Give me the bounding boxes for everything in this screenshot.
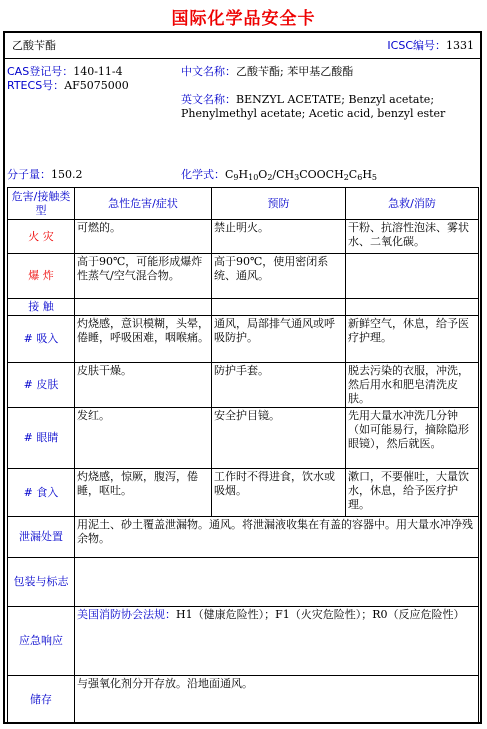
table-row <box>8 254 479 299</box>
nfpa-label: 美国消防协会法规： <box>77 608 176 621</box>
row-hazard: 可燃的。 <box>75 220 212 254</box>
storage-text: 与强氧化剂分开存放。沿地面通风。 <box>75 676 479 724</box>
cas-number <box>7 65 183 79</box>
row-category: # 吸入 <box>8 316 75 363</box>
emergency-category: 应急响应 <box>8 607 75 676</box>
row-prevention: 禁止明火。 <box>212 220 346 254</box>
molecular-weight <box>7 168 83 182</box>
row-prevention <box>212 299 346 316</box>
table-row <box>8 316 479 363</box>
formula-subscript: 2 <box>343 173 349 182</box>
icsc-number <box>387 39 474 53</box>
row-first-aid <box>346 254 479 299</box>
row-category: # 眼睛 <box>8 408 75 469</box>
formula-subscript: 2 <box>267 173 273 182</box>
formula-subscript: 5 <box>371 173 377 182</box>
formula-part: C <box>225 168 234 181</box>
table-header-row <box>8 188 479 220</box>
formula-subscript: 9 <box>233 173 239 182</box>
table-row <box>8 299 479 316</box>
formula-label: 化学式： <box>181 168 225 181</box>
icsc-label: ICSC编号： <box>387 39 446 52</box>
formula-subscript: 6 <box>357 173 363 182</box>
table-row <box>8 469 479 517</box>
row-hazard: 发红。 <box>75 408 212 469</box>
storage-category: 储存 <box>8 676 75 724</box>
table-row <box>8 363 479 408</box>
packaging-row <box>8 558 479 607</box>
row-prevention: 防护手套。 <box>212 363 346 408</box>
row-first-aid <box>346 299 479 316</box>
chemical-name-header: 乙酸苄酯 <box>12 39 56 52</box>
english-name-value: BENZYL ACETATE; Benzyl acetate; Phenylmethyl acetate; Acetic acid, benzyl ester <box>181 93 446 120</box>
english-name <box>181 93 479 121</box>
card-title: 国际化学品安全卡 <box>171 9 316 29</box>
emergency-text <box>75 607 479 676</box>
identifiers-block <box>7 65 183 93</box>
header-hazard-type: 危害/接触类型 <box>8 188 75 220</box>
header-first-aid: 急救/消防 <box>346 188 479 220</box>
chemical-formula <box>181 168 377 182</box>
row-first-aid: 新鲜空气，休息，给予医疗护理。 <box>346 316 479 363</box>
hazard-table <box>7 187 479 724</box>
cas-value: 140-11-4 <box>73 65 123 78</box>
chinese-name-label: 中文名称： <box>181 65 236 78</box>
storage-row <box>8 676 479 724</box>
row-first-aid: 干粉、抗溶性泡沫、雾状水、二氧化碳。 <box>346 220 479 254</box>
row-hazard: 灼烧感，意识模糊，头晕，倦睡，呼吸困难，咽喉痛。 <box>75 316 212 363</box>
table-row <box>8 408 479 469</box>
header-acute-hazard: 急性危害/症状 <box>75 188 212 220</box>
rtecs-value: AF5075000 <box>64 79 129 92</box>
icsc-value: 1331 <box>446 39 474 52</box>
names-block <box>181 65 479 121</box>
nfpa-value: H1（健康危险性）；F1（火灾危险性）；R0（反应危险性） <box>176 608 465 621</box>
rtecs-label: RTECS号： <box>7 79 65 92</box>
rtecs-number <box>7 79 183 93</box>
formula-subscript: 10 <box>248 173 259 182</box>
formula-part: C <box>348 168 358 181</box>
header-divider <box>5 58 480 59</box>
packaging-category: 包装与标志 <box>8 558 75 607</box>
formula-part: H <box>238 168 249 181</box>
spill-text: 用泥土、砂土覆盖泄漏物。通风。将泄漏液收集在有盖的容器中。用大量水冲净残余物。 <box>75 517 479 558</box>
emergency-row <box>8 607 479 676</box>
row-first-aid: 漱口，不要催吐，大量饮水，休息，给予医疗护理。 <box>346 469 479 517</box>
formula-part: /CH <box>272 168 295 181</box>
row-prevention: 高于90℃，使用密闭系统、通风。 <box>212 254 346 299</box>
row-category: 爆 炸 <box>8 254 75 299</box>
row-prevention: 通风，局部排气通风或呼吸防护。 <box>212 316 346 363</box>
formula-part: H <box>362 168 372 181</box>
row-prevention: 安全护目镜。 <box>212 408 346 469</box>
row-hazard: 灼烧感，惊厥，腹泻，倦睡，呕吐。 <box>75 469 212 517</box>
row-first-aid: 先用大量水冲洗几分钟（如可能易行，摘除隐形眼镜），然后就医。 <box>346 408 479 469</box>
molecular-weight-label: 分子量： <box>7 168 51 181</box>
row-hazard: 皮肤干燥。 <box>75 363 212 408</box>
formula-part: COOCH <box>299 168 344 181</box>
packaging-text <box>75 558 479 607</box>
safety-card <box>3 31 482 724</box>
table-row <box>8 220 479 254</box>
row-first-aid: 脱去污染的衣服，冲洗，然后用水和肥皂清洗皮肤。 <box>346 363 479 408</box>
row-category: # 皮肤 <box>8 363 75 408</box>
formula-value <box>225 168 377 181</box>
chinese-name <box>181 65 479 79</box>
row-prevention: 工作时不得进食，饮水或吸烟。 <box>212 469 346 517</box>
row-hazard <box>75 299 212 316</box>
row-hazard: 高于90℃，可能形成爆炸性蒸气/空气混合物。 <box>75 254 212 299</box>
molecular-weight-value: 150.2 <box>51 168 83 181</box>
formula-subscript: 3 <box>294 173 300 182</box>
formula-part: O <box>258 168 268 181</box>
english-name-label: 英文名称： <box>181 93 236 106</box>
row-category: 火 灾 <box>8 220 75 254</box>
row-category: # 食入 <box>8 469 75 517</box>
spill-row <box>8 517 479 558</box>
spill-category: 泄漏处置 <box>8 517 75 558</box>
chinese-name-value: 乙酸苄酯; 苯甲基乙酸酯 <box>236 65 354 78</box>
header-prevention: 预防 <box>212 188 346 220</box>
row-category: 接 触 <box>8 299 75 316</box>
cas-label: CAS登记号： <box>7 65 74 78</box>
